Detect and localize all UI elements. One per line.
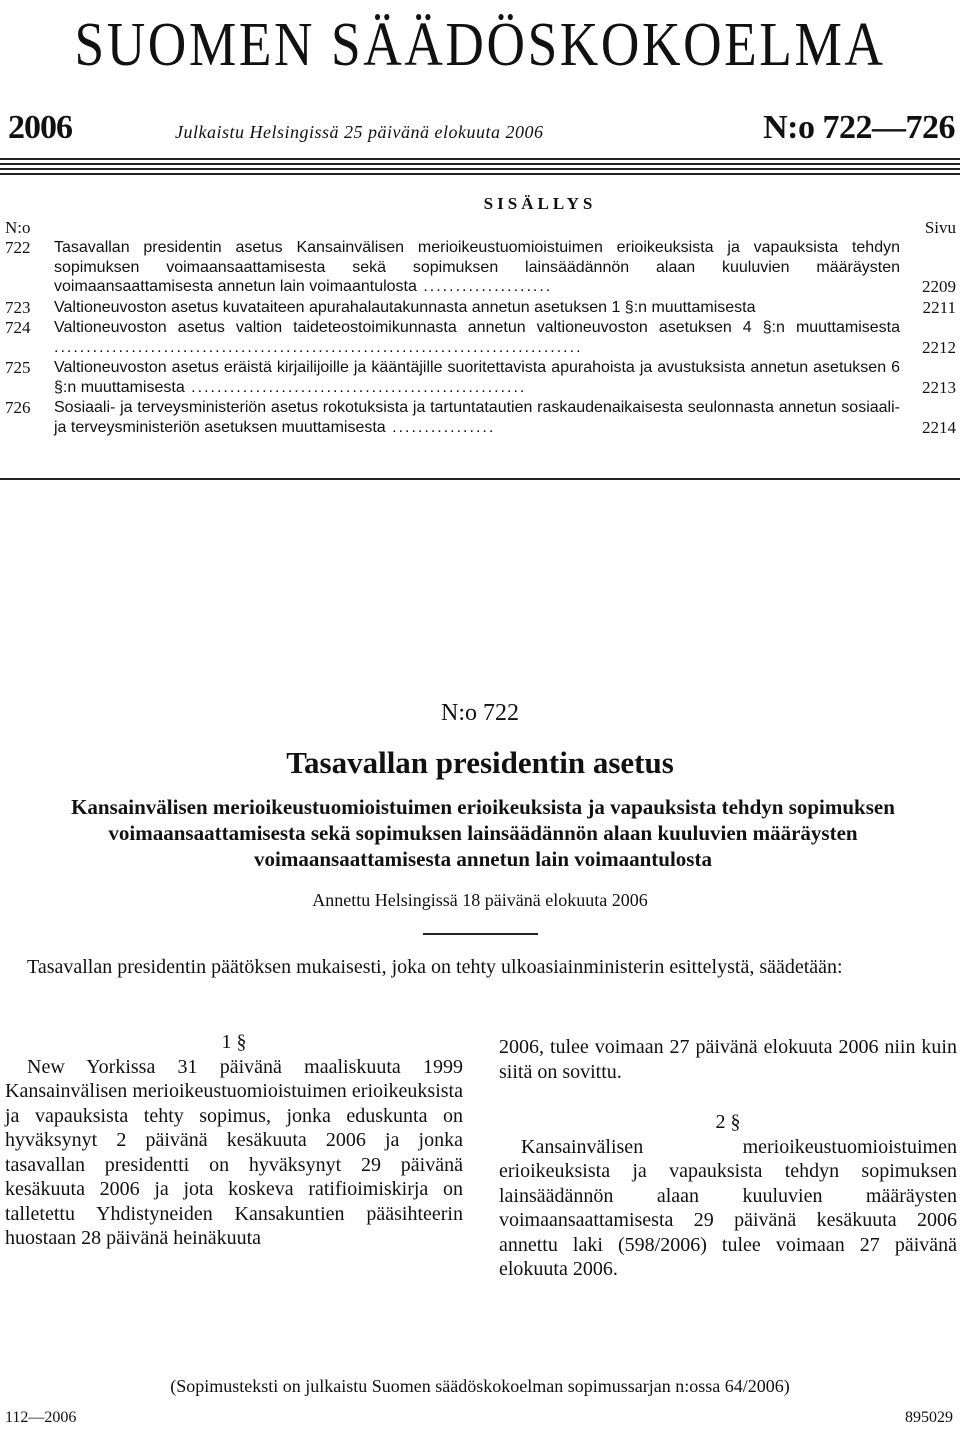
toc-title: SISÄLLYS	[483, 194, 597, 213]
issue-numbers: N:o 722—726	[763, 109, 955, 146]
toc-entry-page: 2211	[922, 297, 956, 317]
print-number: 895029	[905, 1409, 953, 1426]
toc-entry-title: Valtioneuvoston asetus eräistä kirjailijoille ja kääntäjille suoritettavista apurahoista ja avustuksista annetun asetuksen 6 §:n muuttamisesta	[54, 359, 900, 396]
toc-page-header: Sivu	[924, 218, 956, 237]
act-given-date: Annettu Helsingissä 18 päivänä elokuuta 2006	[312, 890, 648, 910]
treaty-footnote: (Sopimusteksti on julkaistu Suomen säädöskokoelman sopimussarjan n:ossa 64/2006)	[170, 1376, 790, 1396]
act-title: Tasavallan presidentin asetus	[286, 745, 674, 780]
left-column	[5, 1030, 463, 1251]
toc-entry	[0, 358, 960, 397]
toc-entry-page: 2214	[922, 417, 956, 437]
toc-entry-title: Sosiaali- ja terveysministeriön asetus rokotuksista ja tartuntatautien raskaudenaikaisesta seulonnasta annetun sosiaali- ja terveysministeriön asetuksen muuttamisesta	[54, 399, 900, 436]
section-2-text: Kansainvälisen merioikeustuomioistuimen erioikeuksista ja vapauksista tehdyn sopimuksen lainsäädännön alaan kuuluvien määräysten voimaansaattamisesta 29 päivänä kesäkuuta 2006 annettu laki (598/2006) tulee voimaan 27 päivänä elokuuta 2006.	[499, 1135, 957, 1280]
act-preamble: Tasavallan presidentin päätöksen mukaisesti, joka on tehty ulkoasiainministerin esittelystä, säädetään:	[27, 956, 843, 978]
act-subtitle: Kansainvälisen merioikeustuomioistuimen erioikeuksista ja vapauksista tehdyn sopimuksen voimaansaattamisesta sekä sopimuksen lainsäädännön alaan kuuluvien määräysten voimaansaattamisesta annetun lain voimaantulosta	[71, 795, 895, 871]
toc-entry-number: 726	[5, 398, 31, 417]
toc-entry-page: 2209	[922, 277, 956, 296]
toc-entry-number: 722	[5, 238, 31, 257]
toc-entry	[0, 298, 960, 318]
toc-entry-leader: ................	[385, 418, 496, 436]
header-rules	[0, 158, 960, 178]
toc-entry-number: 723	[5, 297, 31, 317]
section-1-heading: 1 §	[221, 1031, 247, 1053]
print-code: 112—2006	[5, 1409, 77, 1426]
toc-entry-title: Tasavallan presidentin asetus Kansainvälisen merioikeustuomioistuimen erioikeuksista ja vapauksista tehdyn sopimuksen voimaansaattamisesta sekä sopimuksen lainsäädännön alaan kuuluvien määräysten voimaansaattamisesta annetun lain voimaantulosta	[54, 239, 900, 295]
toc-entry-leader: ....................................................	[184, 378, 527, 396]
toc-entry-title: Valtioneuvoston asetus kuvataiteen apurahalautakunnasta annetun asetuksen 1 §:n muuttamisesta	[54, 298, 756, 316]
toc-entry-title: Valtioneuvoston asetus valtion taideteostoimikunnasta annetun valtioneuvoston asetuksen 4 §:n muuttamisesta	[54, 319, 900, 336]
toc-entry	[0, 318, 960, 357]
publication-date: Julkaistu Helsingissä 25 päivänä elokuuta 2006	[175, 122, 544, 142]
toc-entry-number: 724	[5, 318, 31, 337]
toc-entry-leader: ....................	[416, 278, 553, 295]
toc-entry-number: 725	[5, 358, 31, 377]
table-of-contents	[0, 238, 960, 438]
issue-year: 2006	[8, 109, 72, 146]
toc-number-header: N:o	[5, 218, 31, 237]
toc-entry	[0, 238, 960, 297]
toc-divider	[0, 478, 960, 480]
act-number: N:o 722	[441, 700, 519, 726]
section-1-text: New Yorkissa 31 päivänä maaliskuuta 1999 Kansainvälisen merioikeustuomioistuimen erioikeuksista ja vapauksista tehty sopimus, jonka eduskunta on hyväksynyt 2 päivänä kesäkuuta 2006 ja jonka tasavallan presidentti on hyväksynyt 29 päivänä kesäkuuta 2006 ja jota koskeva ratifioimiskirja on talletettu Yhdistyneiden Kansakuntien pääsihteerin huostaan 28 päivänä heinäkuuta	[5, 1055, 463, 1249]
masthead-title: SUOMEN SÄÄDÖSKOKOELMA	[74, 11, 886, 79]
toc-entry-page: 2213	[922, 377, 956, 397]
issue-header	[0, 106, 960, 150]
section-1-continuation: 2006, tulee voimaan 27 päivänä elokuuta 2006 niin kuin siitä on sovittu.	[499, 1036, 957, 1083]
toc-entry-leader: ..................................................................................	[54, 338, 583, 356]
toc-entry	[0, 398, 960, 437]
title-divider	[423, 933, 538, 935]
toc-entry-page: 2212	[922, 337, 956, 357]
section-2-heading: 2 §	[715, 1111, 741, 1133]
right-column	[499, 1035, 957, 1282]
